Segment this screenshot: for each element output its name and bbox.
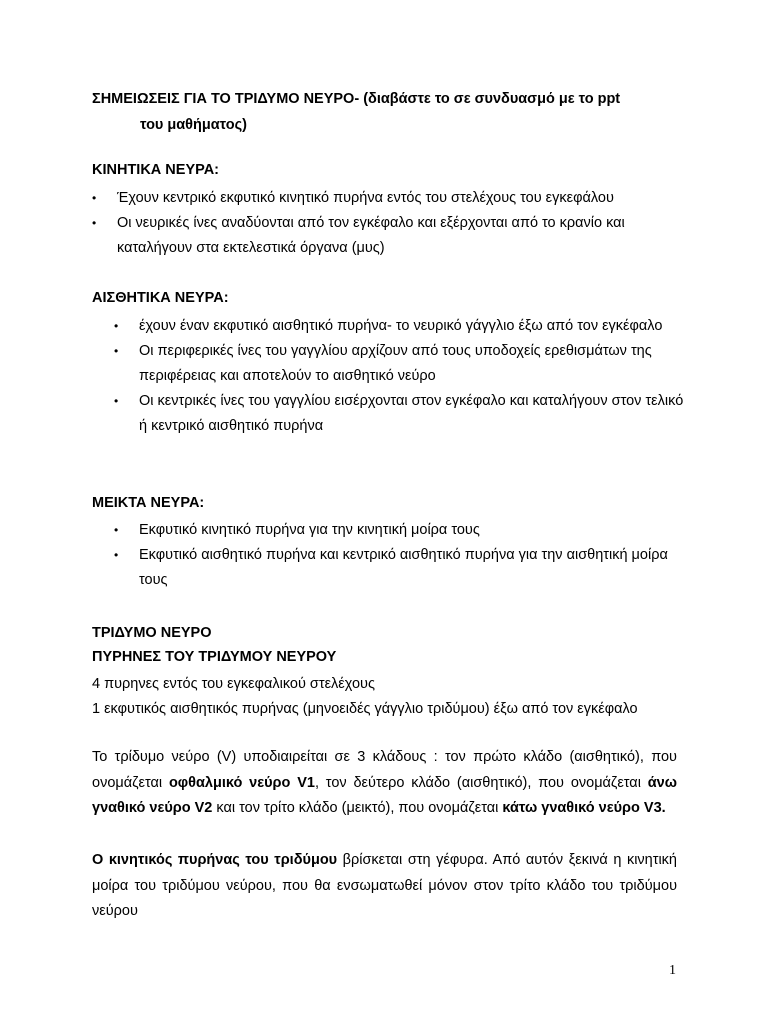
bullet-icon: •	[92, 191, 97, 205]
title-line-2: του μαθήματος)	[140, 117, 247, 133]
trigeminal-heading: ΤΡΙΔΥΜΟ ΝΕΥΡΟ	[92, 625, 212, 641]
maxillary-nerve-term: άνω γναθικό νεύρο V2	[92, 774, 677, 816]
list-item: • Εκφυτικό αισθητικό πυρήνα και κεντρικό αισθητικό πυρήνα για την αισθητική μοίρα τους	[139, 543, 679, 593]
title-line-1: ΣΗΜΕΙΩΣΕΙΣ ΓΙΑ ΤΟ ΤΡΙΔΥΜΟ ΝΕΥΡΟ- (διαβάστε το σε συνδυασμό με το ppt	[92, 91, 621, 107]
motor-nucleus-term: Ο κινητικός πυρήνας του τριδύμου	[92, 852, 338, 868]
sensory-nerves-heading: ΑΙΣΘΗΤΙΚΑ ΝΕΥΡΑ:	[92, 290, 229, 306]
nuclei-line-2: 1 εκφυτικός αισθητικός πυρήνας (μηνοειδές γάγγλιο τριδύμου) έξω από τον εγκέφαλο	[92, 701, 638, 717]
bullet-icon: •	[114, 548, 119, 562]
bullet-icon: •	[92, 216, 97, 230]
nuclei-line-1: 4 πυρηνες εντός του εγκεφαλικού στελέχους	[92, 676, 375, 692]
ophthalmic-nerve-term: οφθαλμικό νεύρο V1	[168, 774, 315, 791]
list-item: • έχουν έναν εκφυτικό αισθητικό πυρήνα- το νευρικό γάγγλιο έξω από τον εγκέφαλο	[139, 314, 684, 339]
bullet-icon: •	[114, 394, 119, 408]
motor-nucleus-paragraph: Ο κινητικός πυρήνας του τριδύμου βρίσκεται στη γέφυρα. Από αυτόν ξεκινά η κινητική μοίρα του τριδύμου νεύρου, που θα ενσωματωθεί μόνον στον τρίτο κλάδο του τριδύμου νεύρου	[92, 852, 677, 919]
sensory-nerves-list	[114, 314, 684, 439]
list-item: • Οι περιφερικές ίνες του γαγγλίου αρχίζουν από τους υποδοχείς ερεθισμάτων της περιφέρειας και αποτελούν το αισθητικό νεύρο	[139, 339, 684, 389]
mixed-nerves-heading: ΜΕΙΚΤΑ ΝΕΥΡΑ:	[92, 495, 205, 511]
page-number: 1	[669, 963, 676, 978]
mixed-nerves-list	[114, 518, 679, 593]
list-item: • Έχουν κεντρικό εκφυτικό κινητικό πυρήνα εντός του στελέχους του εγκεφάλου	[117, 186, 687, 211]
mandibular-nerve-term: κάτω γναθικό νεύρο V3.	[502, 800, 666, 816]
bullet-icon: •	[114, 319, 119, 333]
bullet-icon: •	[114, 523, 119, 537]
motor-nerves-list	[92, 186, 687, 261]
list-item: • Οι νευρικές ίνες αναδύονται από τον εγκέφαλο και εξέρχονται από το κρανίο και καταλήγουν στα εκτελεστικά όργανα (μυς)	[117, 211, 687, 261]
document-title	[92, 86, 692, 138]
list-item: • Εκφυτικό κινητικό πυρήνα για την κινητική μοίρα τους	[139, 518, 679, 543]
branches-paragraph: Το τρίδυμο νεύρο (V) υποδιαιρείται σε 3 κλάδους : τον πρώτο κλάδο (αισθητικό), που ονομάζεται οφθαλμικό νεύρο V1, τον δεύτερο κλάδο (αισθητικό), που ονομάζεται άνω γναθικό νεύρο V2 και τον τρίτο κλάδο (μεικτό), που ονομάζεται κάτω γναθικό νεύρο V3.	[92, 749, 677, 816]
trigeminal-nuclei-heading: ΠΥΡΗΝΕΣ ΤΟΥ ΤΡΙΔΥΜΟΥ ΝΕΥΡΟΥ	[92, 649, 337, 665]
list-item: • Οι κεντρικές ίνες του γαγγλίου εισέρχονται στον εγκέφαλο και καταλήγουν στον τελικό ή κεντρικό αισθητικό πυρήνα	[139, 389, 684, 439]
bullet-icon: •	[114, 344, 119, 358]
motor-nerves-heading: ΚΙΝΗΤΙΚΑ ΝΕΥΡΑ:	[92, 162, 220, 178]
